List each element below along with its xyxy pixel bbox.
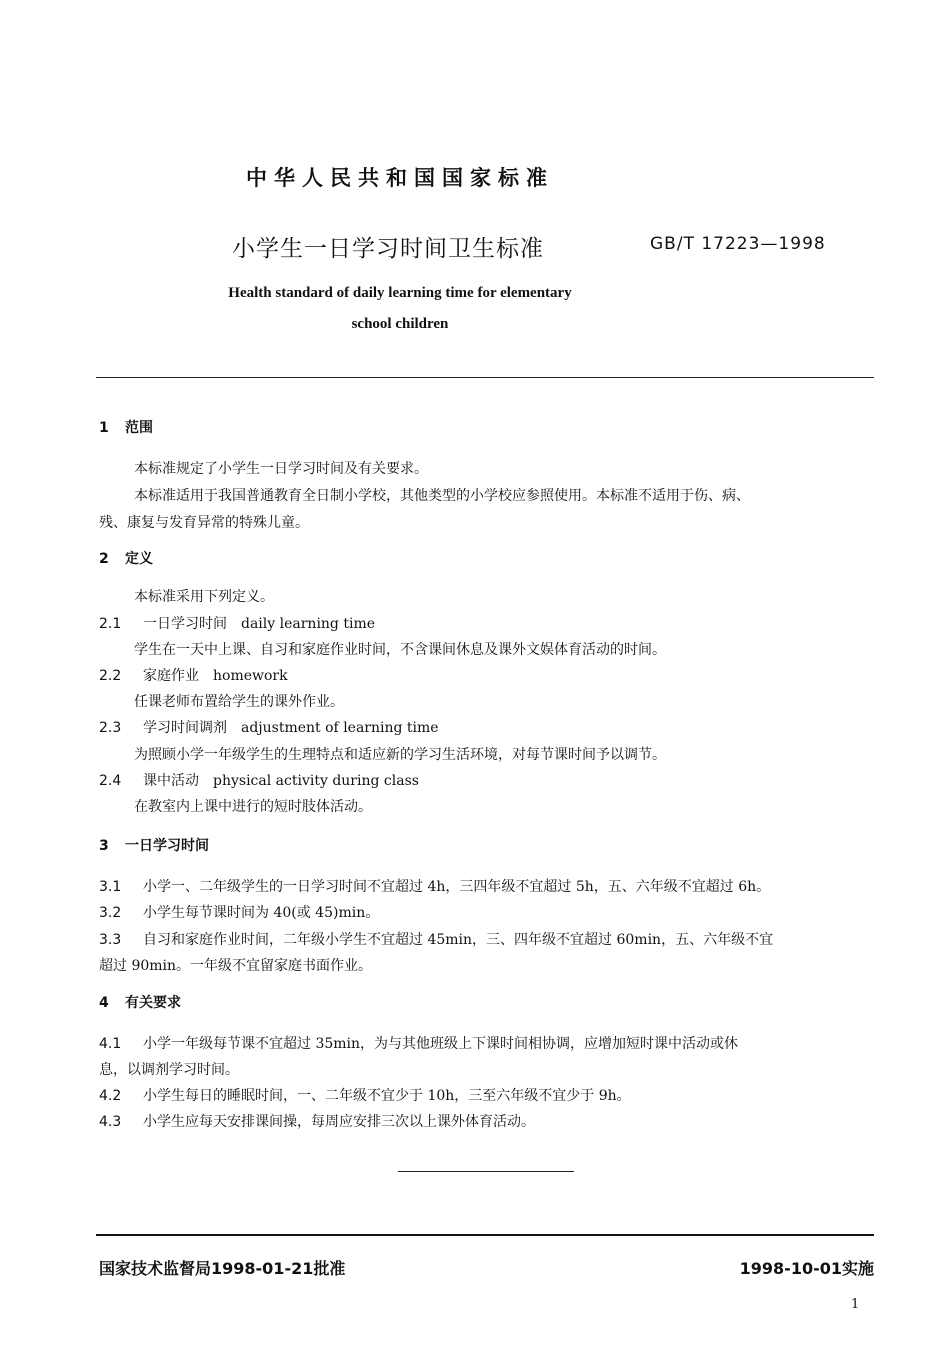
- definition-2-4-text: 在教室内上课中进行的短时肢体活动。: [134, 799, 372, 815]
- clause-number: 2.4: [99, 773, 122, 789]
- section-1-heading: [99, 417, 153, 437]
- clause-number: 2.1: [99, 616, 122, 632]
- term-text: 课中活动 physical activity during class: [143, 773, 419, 789]
- section-3-heading: [99, 835, 209, 855]
- standard-title: 小学生一日学习时间卫生标准: [232, 236, 544, 262]
- clause-text: 小学一年级每节课不宜超过 35min，为与其他班级上下课时间相协调，应增加短时课中活动或休: [143, 1036, 739, 1052]
- section-number: 2: [99, 551, 109, 567]
- definitions-intro: 本标准采用下列定义。: [134, 589, 274, 605]
- clause-number: 4.2: [99, 1088, 122, 1104]
- section-title: 范围: [125, 420, 153, 436]
- clause-3-3: [99, 929, 773, 949]
- section-title: 一日学习时间: [125, 838, 209, 854]
- section-title: 定义: [125, 551, 153, 567]
- section-number: 3: [99, 838, 109, 854]
- english-title-line2: school children: [351, 316, 449, 332]
- approval-date: 国家技术监督局1998-01-21批准: [99, 1259, 346, 1278]
- clause-number: 2.2: [99, 668, 122, 684]
- definition-2-3-text: 为照顾小学一年级学生的生理特点和适应新的学习生活环境，对每节课时间予以调节。: [134, 747, 666, 763]
- english-title-line1: Health standard of daily learning time for elementary: [228, 285, 572, 301]
- section-4-heading: [99, 992, 181, 1012]
- clause-text: 小学生应每天安排课间操，每周应安排三次以上课外体育活动。: [143, 1114, 535, 1130]
- clause-text: 小学一、二年级学生的一日学习时间不宜超过 4h，三四年级不宜超过 5h，五、六年级不宜超过 6h。: [143, 879, 771, 895]
- scope-paragraph-1: 本标准规定了小学生一日学习时间及有关要求。: [134, 461, 428, 477]
- clause-4-1-continued: 息，以调剂学习时间。: [99, 1062, 239, 1078]
- section-title: 有关要求: [125, 995, 181, 1011]
- section-2-heading: [99, 548, 153, 568]
- standard-code: GB/T 17223—1998: [650, 234, 826, 254]
- term-text: 家庭作业 homework: [143, 668, 288, 684]
- end-of-text-rule: [398, 1171, 574, 1172]
- clause-number: 3.1: [99, 879, 122, 895]
- footer-divider: [96, 1234, 874, 1236]
- definition-2-4-term: [99, 770, 419, 790]
- term-text: 学习时间调剂 adjustment of learning time: [143, 720, 439, 736]
- section-number: 4: [99, 995, 109, 1011]
- definition-2-2-term: [99, 665, 288, 685]
- clause-3-2: [99, 902, 379, 922]
- clause-number: 3.2: [99, 905, 122, 921]
- scope-paragraph-2-continued: 残、康复与发育异常的特殊儿童。: [99, 515, 309, 531]
- page-number: 1: [851, 1297, 860, 1312]
- effective-date: 1998-10-01实施: [739, 1259, 874, 1278]
- clause-text: 小学生每日的睡眠时间，一、二年级不宜少于 10h，三至六年级不宜少于 9h。: [143, 1088, 631, 1104]
- definition-2-1-text: 学生在一天中上课、自习和家庭作业时间，不含课间休息及课外文娱体育活动的时间。: [134, 642, 666, 658]
- header-divider: [96, 377, 874, 378]
- clause-3-1: [99, 876, 770, 896]
- scope-paragraph-2: 本标准适用于我国普通教育全日制小学校，其他类型的小学校应参照使用。本标准不适用于伤、病、: [134, 488, 750, 504]
- clause-text: 自习和家庭作业时间，二年级小学生不宜超过 45min，三、四年级不宜超过 60min，五、六年级不宜: [143, 932, 774, 948]
- clause-3-3-continued: 超过 90min。一年级不宜留家庭书面作业。: [99, 958, 373, 974]
- clause-4-1: [99, 1033, 738, 1053]
- definition-2-1-term: [99, 613, 375, 633]
- clause-number: 4.1: [99, 1036, 122, 1052]
- section-number: 1: [99, 420, 109, 436]
- term-text: 一日学习时间 daily learning time: [143, 616, 376, 632]
- clause-4-3: [99, 1111, 535, 1131]
- clause-number: 4.3: [99, 1114, 122, 1130]
- definition-2-3-term: [99, 717, 439, 737]
- clause-4-2: [99, 1085, 631, 1105]
- definition-2-2-text: 任课老师布置给学生的课外作业。: [134, 694, 344, 710]
- clause-number: 3.3: [99, 932, 122, 948]
- national-standard-title: 中华人民共和国国家标准: [246, 166, 554, 190]
- clause-text: 小学生每节课时间为 40(或 45)min。: [143, 905, 380, 921]
- clause-number: 2.3: [99, 720, 122, 736]
